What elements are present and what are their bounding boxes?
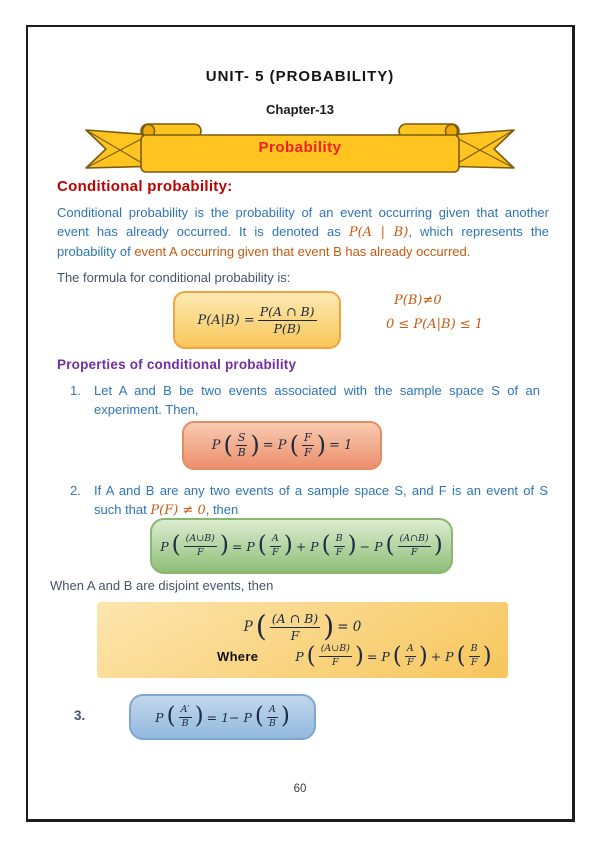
equals-one: = 1 [328, 438, 353, 453]
item3-number: 3. [74, 708, 86, 723]
p-symbol: P [295, 648, 304, 664]
open-paren: ( [171, 532, 181, 559]
open-paren: ( [289, 431, 299, 460]
page-number: 60 [293, 783, 307, 795]
open-paren: ( [392, 642, 402, 669]
inline-math-pab: P(A | B) [348, 225, 409, 240]
formula1-lhs: P(A|B) = [197, 312, 255, 328]
p-symbol: P [155, 709, 164, 725]
open-paren: ( [223, 431, 233, 460]
disjoint-formula-row2 [97, 644, 508, 668]
conditional-probability-heading: Conditional probability: [57, 178, 233, 195]
equals-one-minus-p: = 1− P [206, 709, 252, 725]
open-paren: ( [321, 532, 331, 559]
open-paren: ( [166, 703, 176, 730]
item1-number: 1. [70, 383, 81, 398]
close-paren: ) [482, 642, 492, 669]
close-paren: ) [283, 532, 293, 559]
open-paren: ( [306, 642, 316, 669]
equals-zero: = 0 [337, 619, 362, 636]
inline-math-pf: P(F) ≠ 0 [150, 503, 206, 518]
p-symbol: P [160, 538, 169, 554]
close-paren: ) [433, 532, 443, 559]
fraction-aub-f: $\frac{(A\cup B)}{F}$ [185, 533, 215, 558]
equals-p: = P [366, 648, 390, 664]
open-paren: ( [254, 703, 264, 730]
where-label: Where [217, 648, 259, 664]
disjoint-formula-box [97, 602, 508, 678]
formula-intro-line: The formula for conditional probability is: [57, 270, 291, 285]
close-paren: ) [354, 642, 364, 669]
open-paren: ( [385, 532, 395, 559]
formula1-fraction: $\frac{P(A \cap B)}{P(B)}$ [259, 303, 315, 336]
equals-p: = P [231, 538, 255, 554]
p-symbol: P [211, 438, 221, 453]
conditional-formula-box [173, 291, 341, 349]
plus-p: + P [430, 648, 454, 664]
close-paren: ) [219, 532, 229, 559]
property1-formula-box [182, 421, 382, 470]
close-paren: ) [194, 703, 204, 730]
p-symbol: P [243, 619, 253, 636]
intro-paragraph [57, 203, 549, 261]
chapter-subtitle: Chapter-13 [266, 102, 334, 117]
close-paren: ) [316, 431, 326, 460]
unit-title: UNIT- 5 (PROBABILITY) [205, 68, 395, 85]
open-paren: ( [257, 532, 267, 559]
property-item-1 [70, 381, 540, 419]
open-paren: ( [456, 642, 466, 669]
fraction-acomp-b: $\frac{A'}{B}$ [180, 704, 190, 729]
plus-p: + P [295, 538, 319, 554]
minus-p: − P [359, 538, 383, 554]
fraction-anb-f: $\frac{(A\cap B)}{F}$ [399, 533, 429, 558]
fraction-b-f: $\frac{B}{F}$ [335, 533, 343, 558]
property2-formula-box [150, 518, 453, 574]
fraction-f-f: $\frac{F}{F}$ [303, 430, 312, 459]
close-paren: ) [418, 642, 428, 669]
condition-note-2: 0 ≤ P(A|B) ≤ 1 [386, 317, 484, 332]
condition-note-1: P(B)≠0 [394, 293, 442, 308]
fraction-a-f: $\frac{A}{F}$ [406, 643, 414, 668]
item1-text: Let A and B be two events associated with the sample space S of an experiment. Then, [94, 383, 540, 417]
close-paren: ) [250, 431, 260, 460]
properties-heading: Properties of conditional probability [57, 357, 297, 372]
fraction-a-f: $\frac{A}{F}$ [271, 533, 279, 558]
close-paren: ) [323, 609, 335, 644]
item2-text: If A and B are any two events of a sample space S, and F is an event of S such that P(F) ≠ 0, then [94, 483, 548, 518]
fraction-s-b: $\frac{S}{B}$ [237, 430, 246, 459]
item2-number: 2. [70, 483, 81, 498]
disjoint-events-line: When A and B are disjoint events, then [50, 578, 274, 593]
fraction-b-f: $\frac{B}{F}$ [470, 643, 478, 668]
open-paren: ( [255, 609, 267, 644]
intro-text-1: Conditional probability is the probability of an event occurring given that another event has already occurred. It is denoted as [57, 205, 549, 239]
equals-p: = P [262, 438, 287, 453]
fraction-aub-f: $\frac{(A\cup B)}{F}$ [320, 643, 350, 668]
intro-text-2: , which represents the probability of [57, 224, 549, 259]
intro-text-3: event A occurring given that event B has already occurred. [134, 244, 471, 259]
disjoint-formula-row1 [97, 609, 508, 644]
close-paren: ) [347, 532, 357, 559]
property3-formula-box [129, 694, 316, 740]
property-item-2 [70, 481, 548, 520]
banner-label: Probability [258, 139, 342, 156]
close-paren: ) [280, 703, 290, 730]
fraction-a-b: $\frac{A}{B}$ [268, 704, 276, 729]
fraction-anb-f: $\frac{(A \cap B)}{F}$ [271, 610, 319, 643]
